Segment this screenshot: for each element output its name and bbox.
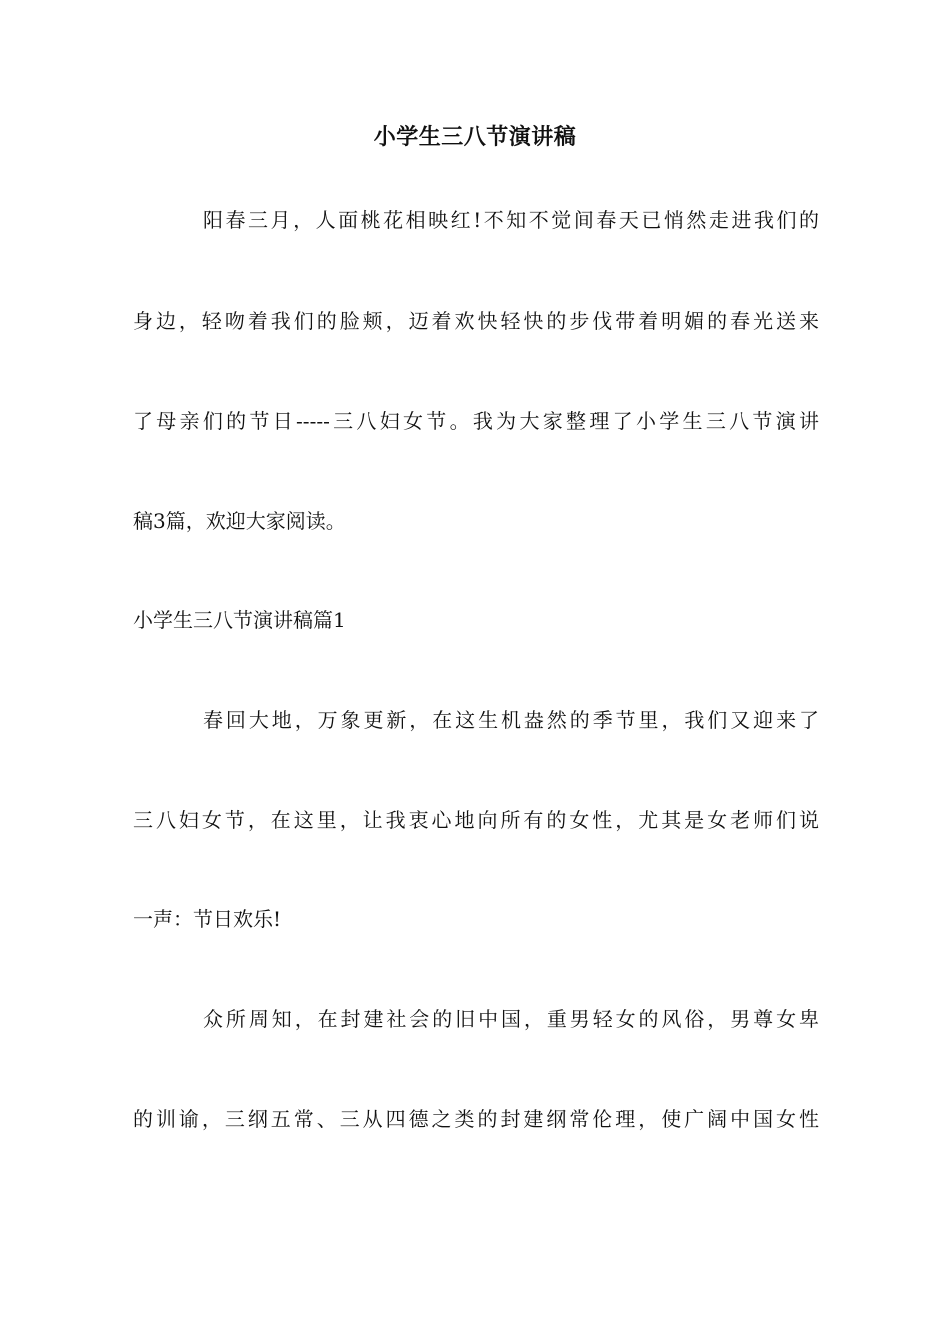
intro-line-3: 了母亲们的节日-----三八妇女节。我为大家整理了小学生三八节演讲 <box>133 409 819 433</box>
paragraph2-line-1: 众所周知，在封建社会的旧中国，重男轻女的风俗，男尊女卑 <box>203 1007 819 1031</box>
intro-line-1: 阳春三月，人面桃花相映红!不知不觉间春天已悄然走进我们的 <box>203 208 819 232</box>
paragraph1-line-3: 一声：节日欢乐! <box>133 907 282 931</box>
paragraph1-line-2: 三八妇女节，在这里，让我衷心地向所有的女性，尤其是女老师们说 <box>133 808 819 832</box>
paragraph2-line-2: 的训谕，三纲五常、三从四德之类的封建纲常伦理，使广阔中国女性 <box>133 1107 819 1131</box>
section-heading: 小学生三八节演讲稿篇1 <box>133 608 346 632</box>
intro-line-4: 稿3篇，欢迎大家阅读。 <box>133 509 346 533</box>
document-title: 小学生三八节演讲稿 <box>373 125 577 150</box>
paragraph1-line-1: 春回大地，万象更新，在这生机盎然的季节里，我们又迎来了 <box>203 708 819 732</box>
intro-line-2: 身边，轻吻着我们的脸颊，迈着欢快轻快的步伐带着明媚的春光送来 <box>133 309 819 333</box>
